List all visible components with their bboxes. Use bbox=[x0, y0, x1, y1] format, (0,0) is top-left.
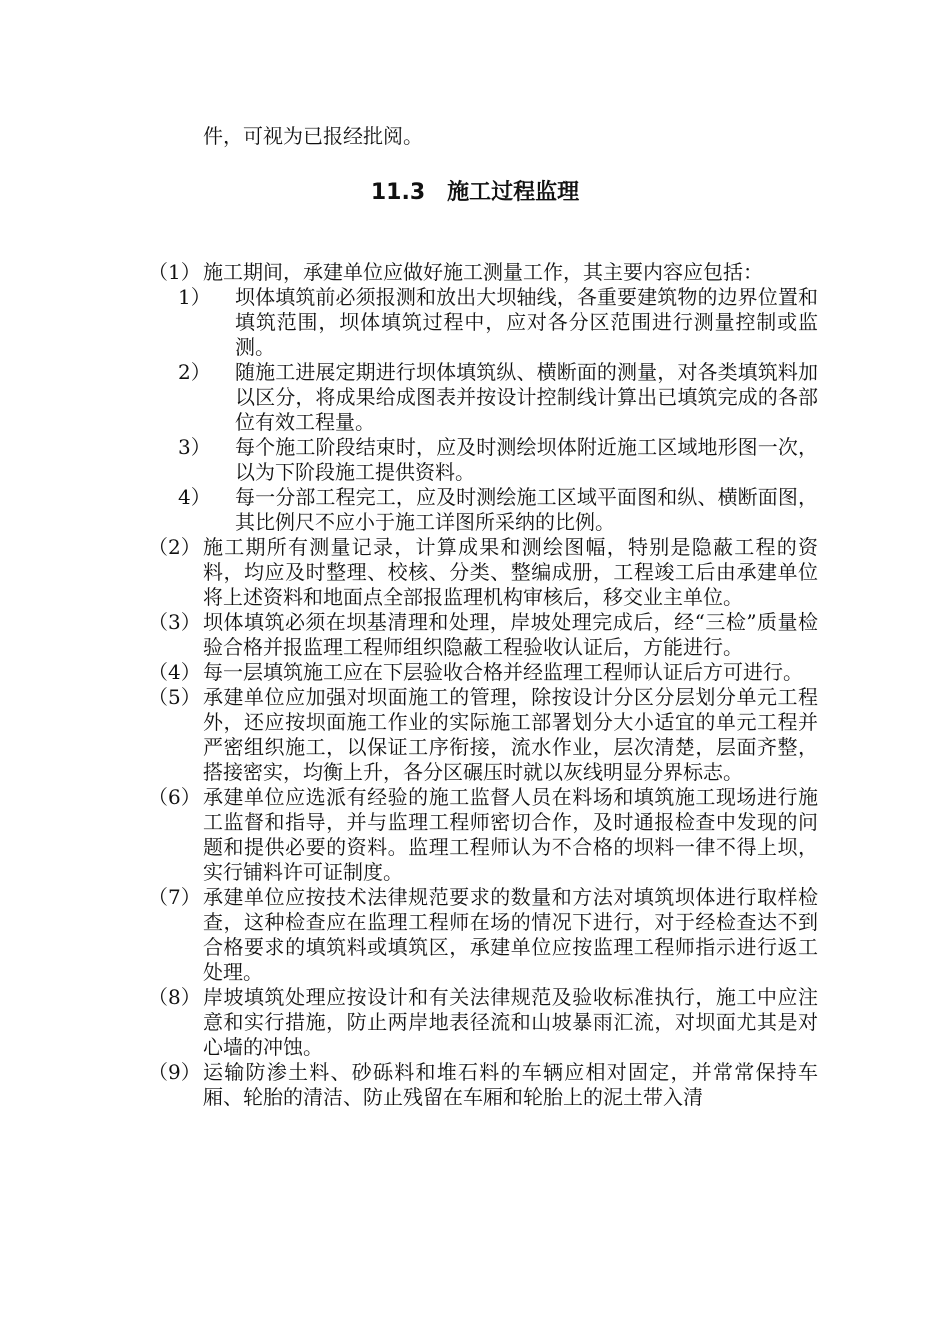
sub-item-number: 1） bbox=[178, 285, 211, 309]
sub-item-number: 3） bbox=[178, 435, 211, 459]
sub-item-number: 2） bbox=[178, 360, 211, 384]
item-number: （2） bbox=[148, 535, 201, 559]
item-text: 运输防渗土料、砂砾料和堆石料的车辆应相对固定，并常常保持车厢、轮胎的清洁、防止残留在车厢和轮胎上的泥土带入清 bbox=[203, 1060, 818, 1109]
list-item bbox=[148, 610, 818, 660]
sub-list-item bbox=[148, 435, 818, 485]
sub-list-item bbox=[148, 360, 818, 435]
sub-item-number: 4） bbox=[178, 485, 211, 509]
list-item bbox=[148, 885, 818, 985]
item-number: （8） bbox=[148, 985, 201, 1009]
list-item bbox=[148, 660, 818, 685]
item-text: 承建单位应选派有经验的施工监督人员在料场和填筑施工现场进行施工监督和指导，并与监理工程师密切合作，及时通报检查中发现的问题和提供必要的资料。监理工程师认为不合格的坝料一律不得上坝，实行铺料许可证制度。 bbox=[203, 785, 818, 884]
item-text: 岸坡填筑处理应按设计和有关法律规范及验收标准执行，施工中应注意和实行措施，防止两岸地表径流和山坡暴雨汇流，对坝面尤其是对心墙的冲蚀。 bbox=[203, 985, 818, 1059]
list-item bbox=[148, 785, 818, 885]
item-number: （1） bbox=[148, 260, 201, 284]
document-body bbox=[148, 260, 818, 1110]
list-item bbox=[148, 985, 818, 1060]
item-number: （3） bbox=[148, 610, 201, 634]
item-number: （4） bbox=[148, 660, 201, 684]
item-text: 坝体填筑必须在坝基清理和处理，岸坡处理完成后，经“三检”质量检验合格并报监理工程师组织隐蔽工程验收认证后，方能进行。 bbox=[203, 610, 818, 659]
item-number: （9） bbox=[148, 1060, 201, 1084]
item-text: 施工期所有测量记录，计算成果和测绘图幅，特别是隐蔽工程的资料，均应及时整理、校核、分类、整编成册，工程竣工后由承建单位将上述资料和地面点全部报监理机构审核后，移交业主单位。 bbox=[203, 535, 818, 609]
list-item bbox=[148, 1060, 818, 1110]
sub-list-item bbox=[148, 485, 818, 535]
sub-list-item bbox=[148, 285, 818, 360]
section-title: 施工过程监理 bbox=[447, 180, 580, 205]
item-number: （7） bbox=[148, 885, 201, 909]
item-text: 承建单位应加强对坝面施工的管理，除按设计分区分层划分单元工程外，还应按坝面施工作业的实际施工部署划分大小适宜的单元工程并严密组织施工，以保证工序衔接，流水作业，层次清楚，层面齐整，搭接密实，均衡上升，各分区碾压时就以灰线明显分界标志。 bbox=[203, 685, 818, 784]
sub-item-text: 坝体填筑前必须报测和放出大坝轴线，各重要建筑物的边界位置和填筑范围，坝体填筑过程中，应对各分区范围进行测量控制或监测。 bbox=[235, 285, 818, 359]
continuation-text: 件，可视为已报经批阅。 bbox=[203, 124, 423, 148]
sub-item-text: 每一分部工程完工，应及时测绘施工区域平面图和纵、横断面图，其比例尺不应小于施工详图所采纳的比例。 bbox=[235, 485, 818, 534]
item-text: 每一层填筑施工应在下层验收合格并经监理工程师认证后方可进行。 bbox=[203, 660, 803, 684]
section-heading bbox=[0, 178, 950, 208]
item-number: （6） bbox=[148, 785, 201, 809]
item-number: （5） bbox=[148, 685, 201, 709]
item-text: 承建单位应按技术法律规范要求的数量和方法对填筑坝体进行取样检查，这种检查应在监理工程师在场的情况下进行，对于经检查达不到合格要求的填筑料或填筑区，承建单位应按监理工程师指示进行返工处理。 bbox=[203, 885, 818, 984]
sub-item-text: 每个施工阶段结束时，应及时测绘坝体附近施工区域地形图一次，以为下阶段施工提供资料。 bbox=[235, 435, 818, 484]
list-item bbox=[148, 260, 818, 285]
section-number: 11.3 bbox=[370, 180, 426, 205]
list-item bbox=[148, 685, 818, 785]
list-item bbox=[148, 535, 818, 610]
sub-item-text: 随施工进展定期进行坝体填筑纵、横断面的测量，对各类填筑料加以区分，将成果给成图表并按设计控制线计算出已填筑完成的各部位有效工程量。 bbox=[235, 360, 818, 434]
item-text: 施工期间，承建单位应做好施工测量工作，其主要内容应包括： bbox=[203, 260, 763, 284]
